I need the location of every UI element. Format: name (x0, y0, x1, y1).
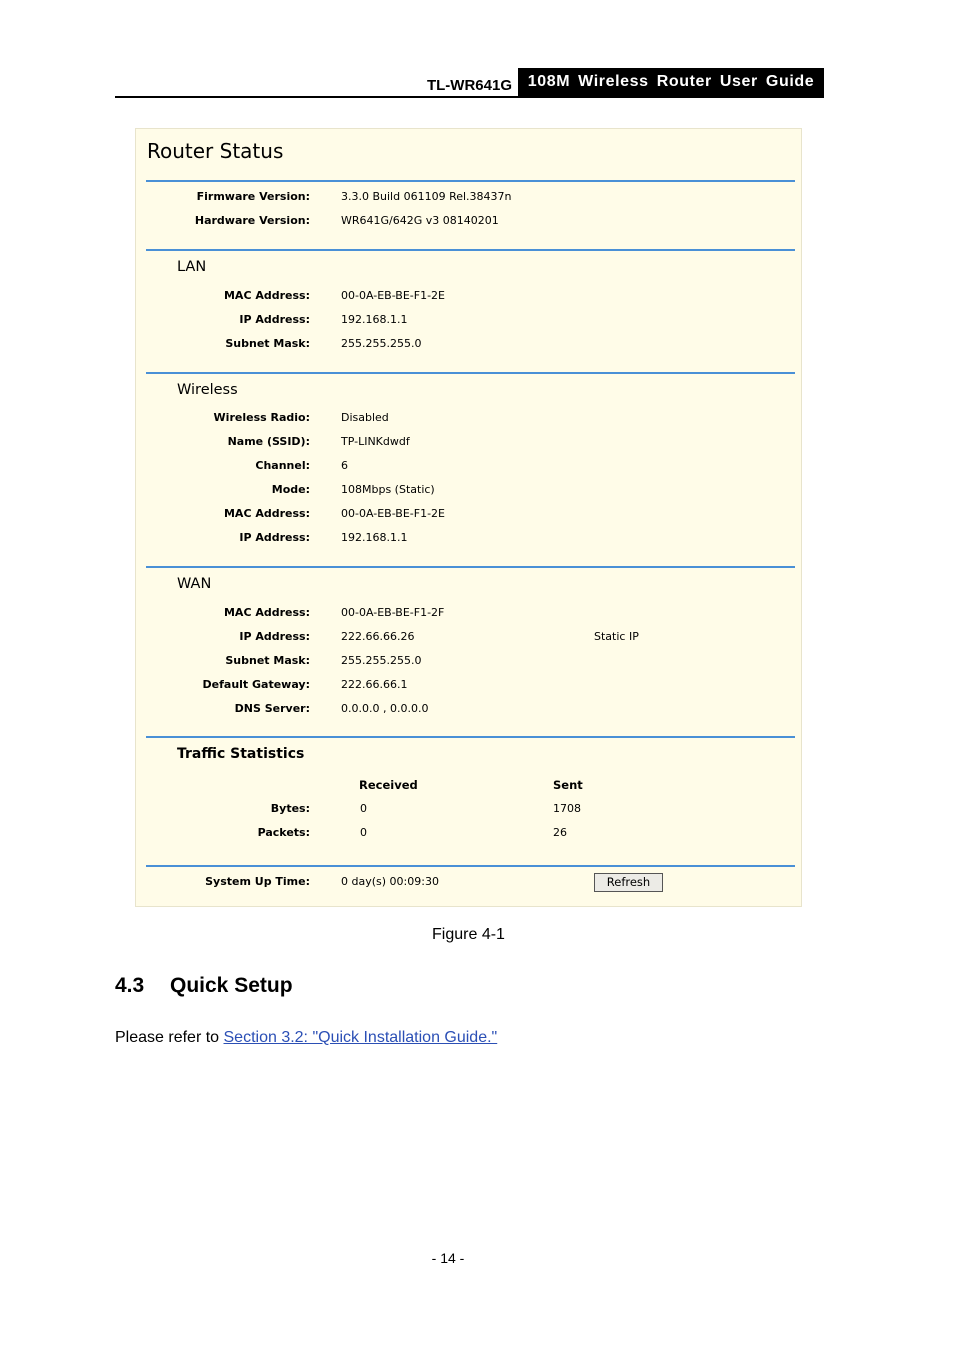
lan-mac-value: 00-0A-EB-BE-F1-2E (341, 289, 446, 302)
wan-section-title: WAN (177, 576, 212, 592)
traffic-bytes-label: Bytes: (270, 802, 310, 815)
router-status-panel (135, 128, 802, 907)
traffic-packets-label: Packets: (257, 826, 310, 839)
lan-mac-label: MAC Address: (223, 289, 310, 302)
divider (146, 372, 795, 374)
wireless-ip-label: IP Address: (239, 531, 310, 544)
uptime-value: 0 day(s) 00:09:30 (341, 875, 439, 888)
header-guide-title: 108M Wireless Router User Guide (518, 68, 824, 96)
divider (146, 736, 795, 738)
wan-mac-label: MAC Address: (223, 606, 310, 619)
wan-mac-value: 00-0A-EB-BE-F1-2F (341, 606, 445, 619)
quick-installation-guide-link[interactable]: Section 3.2: "Quick Installation Guide." (223, 1029, 498, 1046)
page-number: - 14 - (431, 1250, 465, 1266)
refresh-button[interactable]: Refresh (594, 873, 663, 892)
figure-caption: Figure 4-1 (432, 926, 505, 943)
wan-ip-value: 222.66.66.26 (341, 630, 415, 643)
wan-dns-label: DNS Server: (234, 702, 310, 715)
hardware-version-value: WR641G/642G v3 08140201 (341, 214, 499, 227)
wan-dns-value: 0.0.0.0 , 0.0.0.0 (341, 702, 429, 715)
hardware-version-label: Hardware Version: (194, 214, 310, 227)
wan-subnet-label: Subnet Mask: (225, 654, 310, 667)
traffic-bytes-received: 0 (360, 802, 367, 815)
section-heading (115, 974, 293, 998)
firmware-version-label: Firmware Version: (196, 190, 310, 203)
traffic-sent-header: Sent (553, 778, 583, 792)
lan-ip-label: IP Address: (239, 313, 310, 326)
divider (146, 249, 795, 251)
wireless-mode-value: 108Mbps (Static) (341, 483, 435, 496)
uptime-label: System Up Time: (205, 875, 310, 888)
traffic-received-header: Received (359, 778, 418, 792)
wireless-channel-value: 6 (341, 459, 348, 472)
wireless-mac-value: 00-0A-EB-BE-F1-2E (341, 507, 446, 520)
wireless-channel-label: Channel: (255, 459, 310, 472)
wan-gateway-value: 222.66.66.1 (341, 678, 408, 691)
wireless-radio-value: Disabled (341, 411, 389, 424)
lan-section-title: LAN (177, 259, 207, 275)
wireless-section-title: Wireless (177, 382, 238, 398)
section-title: Quick Setup (170, 974, 293, 997)
wireless-ip-value: 192.168.1.1 (341, 531, 408, 544)
lan-subnet-label: Subnet Mask: (225, 337, 310, 350)
traffic-packets-received: 0 (360, 826, 367, 839)
lan-subnet-value: 255.255.255.0 (341, 337, 422, 350)
wireless-ssid-label: Name (SSID): (227, 435, 310, 448)
wan-connection-type: Static IP (594, 630, 639, 643)
paragraph-text: Please refer to (115, 1029, 224, 1046)
traffic-packets-sent: 26 (553, 826, 567, 839)
firmware-version-value: 3.3.0 Build 061109 Rel.38437n (341, 190, 512, 203)
wan-gateway-label: Default Gateway: (202, 678, 310, 691)
section-number: 4.3 (115, 974, 145, 997)
divider (146, 566, 795, 568)
traffic-section-title: Traffic Statistics (177, 746, 305, 762)
page-header (115, 68, 824, 98)
body-paragraph (115, 1029, 497, 1047)
divider (146, 865, 795, 867)
wan-ip-label: IP Address: (239, 630, 310, 643)
lan-ip-value: 192.168.1.1 (341, 313, 408, 326)
traffic-bytes-sent: 1708 (553, 802, 581, 815)
wireless-ssid-value: TP-LINKdwdf (341, 435, 410, 448)
wan-subnet-value: 255.255.255.0 (341, 654, 422, 667)
wireless-mode-label: Mode: (271, 483, 310, 496)
wireless-mac-label: MAC Address: (223, 507, 310, 520)
header-model: TL-WR641G (426, 77, 512, 94)
wireless-radio-label: Wireless Radio: (213, 411, 310, 424)
divider (146, 180, 795, 182)
panel-title: Router Status (147, 139, 284, 163)
